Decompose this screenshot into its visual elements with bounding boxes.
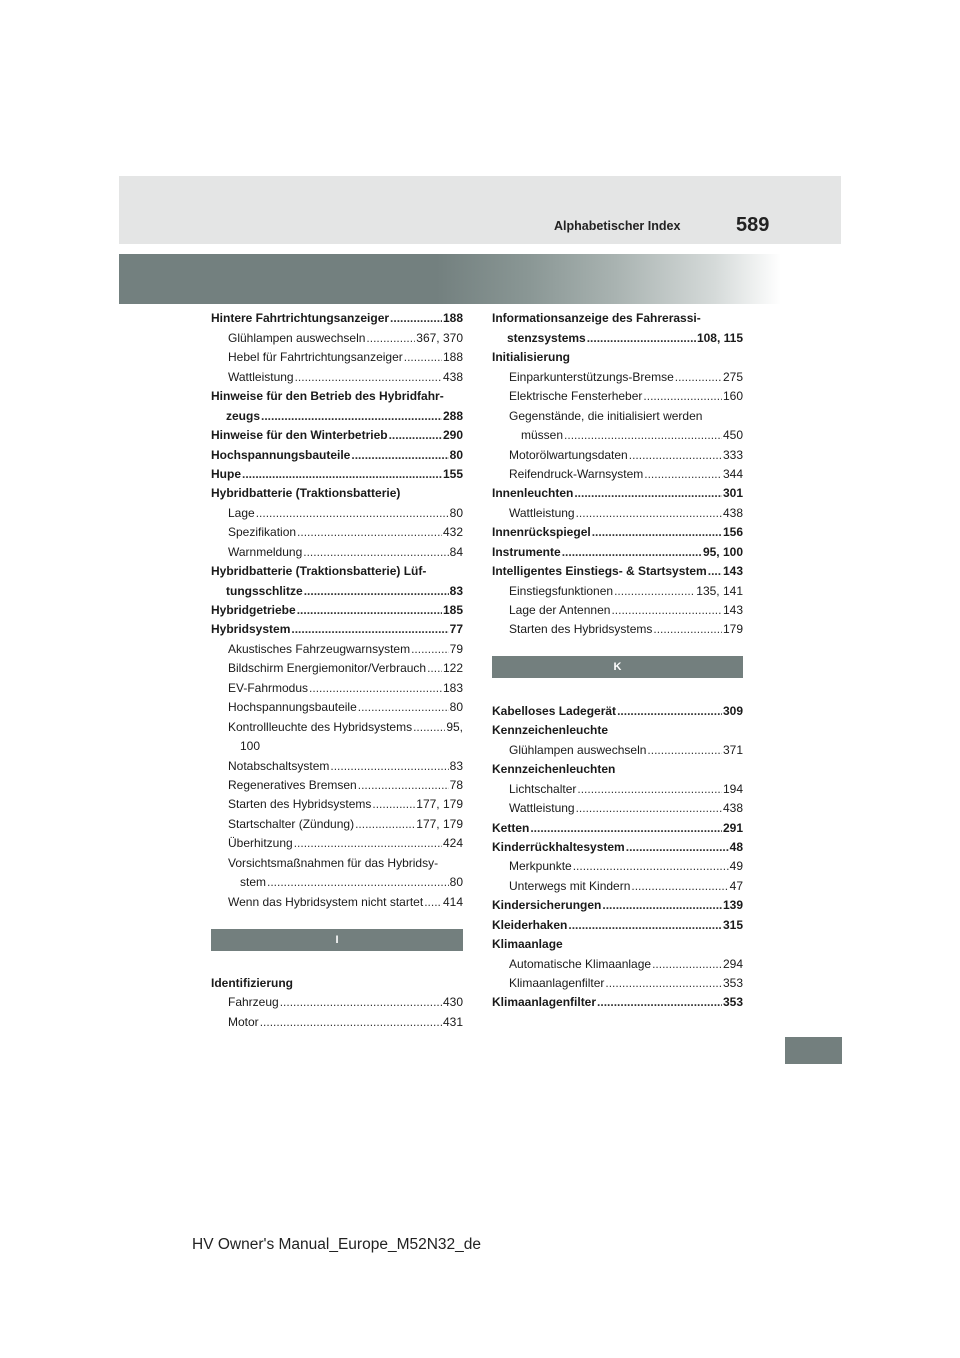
dot-leader — [605, 976, 722, 990]
index-entry-page: 77 — [449, 622, 463, 637]
index-entry-page: 333 — [722, 447, 743, 462]
index-entry-page: 353 — [722, 976, 743, 990]
index-entry-term: Hybridbatterie (Traktionsbatterie) Lüf- — [211, 564, 427, 579]
index-entry — [211, 520, 463, 539]
index-entry-term: Notabschaltsystem — [228, 758, 330, 773]
index-entry-term: Lage der Antennen — [509, 603, 611, 617]
index-entry — [211, 889, 463, 908]
index-entry-term: Fahrzeug — [228, 995, 279, 1010]
index-entry-page: 438 — [722, 505, 743, 520]
index-entry — [492, 893, 743, 912]
index-entry-term: Lichtschalter — [509, 781, 577, 796]
index-entry-term: müssen — [521, 428, 564, 443]
index-entry-term: Ketten — [492, 820, 530, 835]
dot-leader — [652, 957, 722, 971]
index-entry — [492, 617, 743, 636]
dot-leader — [629, 448, 722, 462]
index-entry — [492, 971, 743, 990]
index-entry-term: Starten des Hybridsystems — [228, 797, 372, 812]
index-entry — [211, 462, 463, 481]
dot-leader — [404, 350, 442, 364]
index-entry — [492, 364, 743, 383]
index-entry-term: tungsschlitze — [226, 583, 303, 598]
index-entry-term: Startschalter (Zündung) — [228, 816, 355, 831]
index-entry-term: Klimaanlagenfilter — [492, 995, 597, 1010]
index-entry — [211, 850, 463, 869]
index-entry — [211, 384, 463, 403]
index-entry-page: 438 — [442, 369, 463, 384]
dot-leader — [330, 759, 448, 773]
dot-leader — [358, 778, 449, 792]
index-entry-term: Vorsichtsmaßnahmen für das Hybridsy- — [228, 855, 439, 870]
index-entry-page: 135, 141 — [696, 583, 743, 598]
index-entry-page: 80 — [449, 505, 463, 520]
dot-leader — [427, 661, 442, 675]
index-entry — [492, 932, 743, 951]
index-entry-term: Hybridsystem — [211, 622, 291, 637]
index-entry-page: 353 — [722, 995, 743, 1010]
index-entry-page: 80 — [449, 875, 463, 890]
index-entry-term: Einparkunterstützungs-Bremse — [509, 369, 674, 384]
index-entry-page: 432 — [442, 525, 463, 540]
index-entry — [211, 617, 463, 636]
dot-leader — [564, 428, 722, 442]
index-entry-term: Glühlampen auswechseln — [228, 330, 366, 345]
index-entry-term: Kontrollleuchte des Hybridsystems — [228, 719, 413, 734]
dot-leader — [267, 875, 449, 889]
dot-leader — [576, 506, 722, 520]
index-entry — [492, 737, 743, 756]
index-letter-heading: I — [211, 929, 463, 951]
dot-leader — [260, 1015, 442, 1029]
index-entry-page: 78 — [449, 777, 463, 792]
index-entry-term: Akustisches Fahrzeugwarnsystem — [228, 641, 411, 656]
index-entry — [211, 403, 463, 422]
index-entry — [492, 951, 743, 970]
index-entry-term: Hinweise für den Betrieb des Hybridfahr- — [211, 389, 444, 404]
index-entry-page: 188 — [442, 350, 463, 365]
index-letter-heading: K — [492, 656, 743, 678]
index-entry — [211, 325, 463, 344]
index-entry-term: Regeneratives Bremsen — [228, 777, 357, 792]
index-entry — [492, 578, 743, 597]
index-entry-term: Hybridbatterie (Traktionsbatterie) — [211, 486, 401, 501]
index-entry-page: 450 — [722, 428, 743, 443]
dot-leader — [626, 840, 729, 854]
index-entry-term: stem — [240, 875, 267, 890]
index-entry — [492, 815, 743, 834]
index-entry — [492, 559, 743, 578]
index-entry-term: Glühlampen auswechseln — [509, 742, 647, 757]
index-entry — [492, 854, 743, 873]
index-entry-page: 160 — [722, 389, 743, 404]
index-entry — [211, 870, 463, 889]
index-entry-term: Bildschirm Energiemonitor/Verbrauch — [228, 661, 427, 676]
index-entry-term: Wattleistung — [509, 801, 575, 816]
dot-leader — [614, 584, 695, 598]
index-entry-page: 275 — [722, 369, 743, 384]
index-entry-page: 143 — [722, 603, 743, 617]
index-entry — [211, 539, 463, 558]
index-entry-page: 122 — [442, 661, 463, 676]
index-entry — [492, 345, 743, 364]
index-entry — [492, 325, 743, 344]
dot-leader — [261, 409, 442, 423]
index-entry — [492, 423, 743, 442]
index-entry-term: Hybridgetriebe — [211, 603, 296, 617]
index-entry-page: 344 — [722, 466, 743, 481]
index-entry-page: 84 — [449, 544, 463, 559]
section-title: Alphabetischer Index — [554, 219, 681, 233]
index-column-left — [211, 306, 463, 1029]
index-entry-term: Intelligentes Einstiegs- & Startsystem — [492, 564, 707, 579]
index-entry-page: 83 — [449, 758, 463, 773]
dot-leader — [653, 622, 722, 636]
dot-leader — [413, 720, 445, 734]
index-entry-term: Reifendruck-Warnsystem — [509, 466, 644, 481]
dot-leader — [366, 331, 415, 345]
dot-leader — [574, 486, 722, 500]
index-entry-page: 143 — [722, 564, 743, 579]
footer-text: HV Owner's Manual_Europe_M52N32_de — [192, 1236, 482, 1253]
index-entry-page: 83 — [449, 583, 463, 598]
index-entry — [211, 753, 463, 772]
dot-leader — [358, 700, 449, 714]
dot-leader — [309, 681, 442, 695]
index-entry — [492, 403, 743, 422]
dot-leader — [708, 564, 722, 578]
index-entry-page: 177, 179 — [416, 816, 463, 831]
dot-leader — [280, 995, 442, 1009]
index-entry — [211, 831, 463, 850]
index-entry-page: 430 — [442, 995, 463, 1010]
dot-leader — [602, 898, 722, 912]
dot-leader — [297, 603, 442, 617]
index-entry-term: Innenleuchten — [492, 486, 574, 501]
page-number: 589 — [736, 214, 770, 236]
index-entry-page: 47 — [729, 878, 743, 893]
index-entry-term: Kennzeichenleuchte — [492, 723, 609, 738]
index-entry — [211, 971, 463, 990]
index-entry-term: Wenn das Hybridsystem nicht startet — [228, 894, 424, 909]
index-entry — [492, 500, 743, 519]
index-entry-page: 309 — [722, 703, 743, 718]
index-entry — [211, 990, 463, 1009]
index-entry — [211, 364, 463, 383]
index-entry — [492, 718, 743, 737]
dot-leader — [256, 506, 449, 520]
dot-leader — [617, 704, 722, 718]
index-entry-term: EV-Fahrmodus — [228, 680, 309, 695]
index-entry — [211, 306, 463, 325]
dot-leader — [611, 603, 722, 617]
chapter-tab — [785, 1037, 842, 1064]
index-entry-page: 49 — [729, 859, 743, 874]
index-entry — [211, 1009, 463, 1028]
index-entry-term: Hinweise für den Winterbetrieb — [211, 428, 388, 443]
index-entry — [492, 757, 743, 776]
index-entry-term: Hochspannungsbauteile — [211, 447, 351, 462]
index-entry-term: Lage — [228, 505, 255, 520]
dot-leader — [576, 801, 722, 815]
index-entry-term: Kinderrückhaltesystem — [492, 839, 625, 854]
dot-leader — [304, 584, 449, 598]
dot-leader — [573, 859, 729, 873]
index-entry-page: 431 — [442, 1014, 463, 1029]
index-entry-page: 95, — [446, 719, 463, 734]
index-entry-term: Unterwegs mit Kindern — [509, 878, 631, 893]
index-entry-page: 291 — [722, 820, 743, 835]
index-entry — [211, 481, 463, 500]
index-entry-page: 288 — [442, 408, 463, 423]
index-entry — [492, 698, 743, 717]
index-entry-page: 48 — [729, 839, 743, 854]
index-entry-page: 79 — [449, 641, 463, 656]
index-entry — [492, 598, 743, 617]
index-entry-page: 108, 115 — [696, 330, 743, 345]
dot-leader — [303, 545, 448, 559]
index-entry-page: 367, 370 — [416, 330, 463, 345]
index-entry-term: Klimaanlage — [492, 937, 563, 952]
index-entry — [211, 442, 463, 461]
index-entry-term: Wattleistung — [509, 505, 575, 520]
index-entry — [492, 912, 743, 931]
index-entry-page: 438 — [722, 801, 743, 816]
index-entry-term: Überhitzung — [228, 836, 293, 851]
index-entry-term: Einstiegsfunktionen — [509, 583, 614, 598]
index-entry — [211, 345, 463, 364]
index-entry-page: 177, 179 — [416, 797, 463, 812]
index-entry — [211, 636, 463, 655]
index-entry-page: 315 — [722, 917, 743, 932]
index-entry-term: Klimaanlagenfilter — [509, 976, 605, 990]
index-entry-page: 139 — [722, 898, 743, 913]
index-entry — [492, 835, 743, 854]
index-entry-term: Hintere Fahrtrichtungsanzeiger — [211, 311, 390, 326]
dot-leader — [530, 821, 722, 835]
index-entry — [492, 776, 743, 795]
index-entry-term: Motorölwartungsdaten — [509, 447, 628, 462]
index-entry — [211, 423, 463, 442]
index-entry — [211, 675, 463, 694]
dot-leader — [389, 428, 442, 442]
index-entry-term: Starten des Hybridsystems — [509, 622, 653, 637]
index-entry — [492, 384, 743, 403]
dot-leader — [592, 525, 722, 539]
dot-leader — [631, 879, 728, 893]
index-entry-term: Gegenstände, die initialisiert werden — [509, 408, 703, 423]
index-entry-page: 156 — [722, 525, 743, 540]
index-entry-term: Elektrische Fensterheber — [509, 389, 643, 404]
index-entry — [492, 873, 743, 892]
dot-leader — [675, 370, 722, 384]
dot-leader — [351, 448, 448, 462]
index-entry-page: 155 — [442, 466, 463, 481]
index-entry — [492, 481, 743, 500]
index-entry — [492, 462, 743, 481]
index-entry-term: Innenrückspiegel — [492, 525, 591, 540]
dot-leader — [587, 331, 696, 345]
index-entry-page: 80 — [449, 447, 463, 462]
dot-leader — [644, 467, 722, 481]
dot-leader — [597, 995, 722, 1009]
dot-leader — [294, 836, 442, 850]
dot-leader — [295, 370, 442, 384]
index-entry-page: 188 — [442, 311, 463, 326]
header-gradient-bar — [119, 254, 781, 304]
index-entry — [211, 500, 463, 519]
index-entry-term: Spezifikation — [228, 525, 297, 540]
index-entry — [492, 990, 743, 1009]
dot-leader — [647, 743, 722, 757]
index-entry-term: Informationsanzeige des Fahrerassi- — [492, 311, 701, 326]
index-entry — [211, 792, 463, 811]
index-entry-term: zeugs — [226, 408, 261, 423]
dot-leader — [411, 642, 449, 656]
index-entry-term: Merkpunkte — [509, 859, 572, 874]
dot-leader — [291, 622, 448, 636]
index-entry-term: Kennzeichenleuchten — [492, 762, 616, 777]
dot-leader — [643, 389, 722, 403]
index-entry-term: Initialisierung — [492, 350, 571, 365]
index-entry — [211, 811, 463, 830]
index-entry-page: 294 — [722, 956, 743, 971]
index-entry — [492, 796, 743, 815]
index-entry-page: 183 — [442, 680, 463, 695]
index-entry-term: Kleiderhaken — [492, 917, 568, 932]
index-entry — [211, 714, 463, 733]
index-entry-term: stenzsystems — [507, 330, 586, 345]
index-entry-page: 179 — [722, 622, 743, 637]
dot-leader — [242, 467, 442, 481]
index-entry — [211, 598, 463, 617]
index-entry-term: Wattleistung — [228, 369, 294, 384]
dot-leader — [424, 895, 442, 909]
index-entry-term: Automatische Klimaanlage — [509, 956, 652, 971]
dot-leader — [355, 817, 415, 831]
index-entry-term: Motor — [228, 1014, 259, 1029]
index-entry-page: 290 — [442, 428, 463, 443]
header-band — [119, 176, 841, 244]
index-entry — [211, 773, 463, 792]
index-entry-term: Kabelloses Ladegerät — [492, 703, 617, 718]
index-entry — [492, 539, 743, 558]
index-entry-term: Hebel für Fahrtrichtungsanzeiger — [228, 350, 403, 365]
index-entry — [211, 734, 463, 753]
index-entry — [211, 656, 463, 675]
index-entry-term: Identifizierung — [211, 976, 293, 990]
index-entry-page: 80 — [449, 700, 463, 715]
index-entry-term: Hupe — [211, 466, 241, 481]
index-entry — [492, 520, 743, 539]
index-entry — [492, 442, 743, 461]
dot-leader — [297, 525, 442, 539]
index-entry — [211, 559, 463, 578]
index-entry-page: 301 — [722, 486, 743, 501]
index-entry-page: 194 — [722, 781, 743, 796]
index-entry — [492, 306, 743, 325]
dot-leader — [577, 782, 722, 796]
dot-leader — [372, 797, 415, 811]
index-entry-page: 95, 100 — [702, 544, 743, 559]
dot-leader — [390, 311, 442, 325]
dot-leader — [568, 918, 722, 932]
index-column-right — [492, 306, 743, 1009]
index-entry-term: Kindersicherungen — [492, 898, 602, 913]
dot-leader — [562, 545, 702, 559]
index-entry-term: Hochspannungsbauteile — [228, 700, 357, 715]
index-entry-term: Instrumente — [492, 544, 561, 559]
index-entry-page: 371 — [722, 742, 743, 757]
index-entry — [211, 695, 463, 714]
index-entry-page: 185 — [442, 603, 463, 617]
index-entry-term: Warnmeldung — [228, 544, 303, 559]
index-entry-page: 414 — [442, 894, 463, 909]
index-entry-term: 100 — [240, 739, 261, 754]
index-entry-page: 424 — [442, 836, 463, 851]
index-entry — [211, 578, 463, 597]
